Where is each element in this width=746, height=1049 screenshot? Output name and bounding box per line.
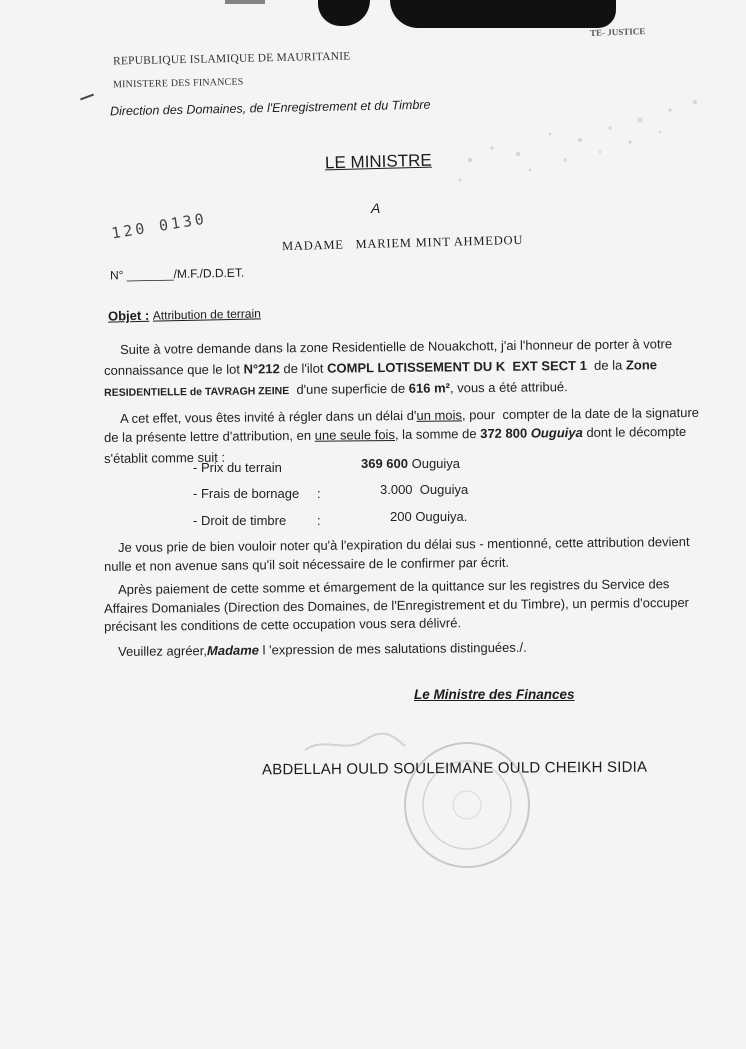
zone-word: Zone bbox=[625, 357, 658, 373]
p1-text: , vous a été attribué. bbox=[449, 379, 568, 396]
total-amount: 372 800 bbox=[480, 425, 531, 442]
signature-title: Le Ministre des Finances bbox=[414, 687, 575, 702]
fee-label: - Frais de bornage bbox=[193, 486, 300, 501]
payment-once: une seule fois bbox=[314, 426, 395, 443]
total-currency: Ouguiya bbox=[530, 424, 583, 441]
closing-text: Veuillez agréer, bbox=[117, 643, 208, 659]
reference-blank: _______ bbox=[126, 267, 174, 283]
closing-text: l 'expression de mes salutations distinguées./. bbox=[258, 639, 527, 658]
paragraph-1-line-3 bbox=[104, 380, 568, 398]
fee-label: - Prix du terrain bbox=[193, 460, 282, 475]
closing-madame: Madame bbox=[206, 642, 260, 659]
paragraph-2-line-3: s'établit comme suit : bbox=[103, 449, 226, 466]
fee-separator: : bbox=[317, 486, 321, 501]
fee-row bbox=[0, 509, 746, 534]
p1-text: connaissance que le lot bbox=[103, 361, 244, 378]
direction-heading: Direction des Domaines, de l'Enregistrement et du Timbre bbox=[109, 97, 431, 119]
fee-unit: Ouguiya bbox=[408, 456, 461, 471]
recipient-name: MADAME MARIEM MINT AHMEDOU bbox=[281, 232, 524, 254]
redaction-blot-left bbox=[318, 0, 370, 26]
fee-amount-line bbox=[361, 457, 460, 470]
signatory-name: ABDELLAH OULD SOULEIMANE OULD CHEIKH SIDIA bbox=[261, 758, 648, 779]
paragraph-4-line-3: précisant les conditions de cette occupation vous sera délivré. bbox=[103, 615, 462, 634]
faint-stamp-speckle bbox=[430, 90, 730, 200]
fee-amount-line bbox=[380, 483, 468, 496]
p2-text: , la somme de bbox=[394, 426, 481, 442]
paragraph-4-line-2: Affaires Domaniales (Direction des Domaines, de l'Enregistrement et du Timbre), un permis d'occuper bbox=[103, 594, 690, 616]
p2-text: , pour compter de la date de la signature bbox=[461, 404, 700, 423]
fee-unit: Ouguiya. bbox=[411, 509, 468, 524]
p2-text: de la présente lettre d'attribution, en bbox=[103, 427, 315, 445]
fee-amount: 200 bbox=[390, 509, 412, 524]
ilot-name: COMPL LOTISSEMENT DU K EXT SECT 1 bbox=[327, 357, 587, 376]
paragraph-4-line-1: Après paiement de cette somme et émargement de la quittance sur les registres du Service des bbox=[117, 576, 670, 597]
closing-line bbox=[118, 641, 527, 658]
fee-unit: Ouguiya bbox=[412, 482, 469, 497]
reference-line bbox=[110, 266, 244, 283]
lot-number: N°212 bbox=[243, 361, 280, 377]
corner-stamp-text: TE- JUSTICE bbox=[589, 26, 646, 38]
area-value: 616 m² bbox=[408, 380, 451, 396]
paragraph-3-line-1: Je vous prie de bien vouloir noter qu'à l'expiration du délai sus - mentionné, cette attribution devient bbox=[117, 534, 690, 555]
redaction-blot-thin bbox=[225, 0, 265, 4]
fee-amount: 3.000 bbox=[380, 482, 413, 497]
zone-name: RESIDENTIELLE de TAVRAGH ZEINE bbox=[104, 385, 290, 399]
paragraph-1-line-2 bbox=[104, 358, 657, 377]
paragraph-3-line-2: nulle et non avenue sans qu'il soit nécessaire de le confirmer par écrit. bbox=[103, 554, 510, 574]
official-stamp bbox=[398, 736, 536, 874]
objet-text: Attribution de terrain bbox=[152, 306, 261, 323]
delay-value: un mois bbox=[416, 407, 463, 423]
reference-prefix: N° bbox=[109, 268, 124, 283]
fee-amount-line bbox=[390, 510, 467, 523]
paragraph-2-line-2 bbox=[104, 425, 686, 444]
margin-mark bbox=[80, 94, 94, 101]
objet-line bbox=[108, 305, 261, 323]
handwritten-reference-number: 120 0130 bbox=[110, 209, 209, 243]
reference-suffix: /M.F./D.D.ET. bbox=[173, 265, 245, 282]
fee-label: - Droit de timbre bbox=[193, 513, 287, 528]
p1-text: d'une superficie de bbox=[289, 380, 409, 398]
to-word: A bbox=[371, 200, 381, 216]
faint-signature-mark bbox=[300, 728, 410, 758]
sender-title: LE MINISTRE bbox=[324, 150, 432, 173]
fee-row bbox=[0, 482, 746, 507]
paragraph-2-line-1 bbox=[120, 406, 699, 425]
p1-text: de l'ilot bbox=[279, 360, 328, 377]
redaction-blot-right bbox=[390, 0, 616, 28]
p1-text: de la bbox=[586, 357, 627, 373]
paragraph-1-line-1: Suite à votre demande dans la zone Residentielle de Nouakchott, j'ai l'honneur de porter à votre bbox=[119, 336, 673, 357]
p2-text: A cet effet, vous êtes invité à régler dans un délai d' bbox=[119, 407, 417, 426]
objet-label: Objet : bbox=[107, 307, 150, 324]
ministry-heading: MINISTERE DES FINANCES bbox=[112, 76, 244, 91]
republic-heading: REPUBLIQUE ISLAMIQUE DE MAURITANIE bbox=[112, 50, 351, 68]
fee-separator: : bbox=[317, 513, 321, 528]
fee-amount: 369 600 bbox=[361, 456, 408, 471]
p2-text: dont le décompte bbox=[582, 423, 687, 440]
